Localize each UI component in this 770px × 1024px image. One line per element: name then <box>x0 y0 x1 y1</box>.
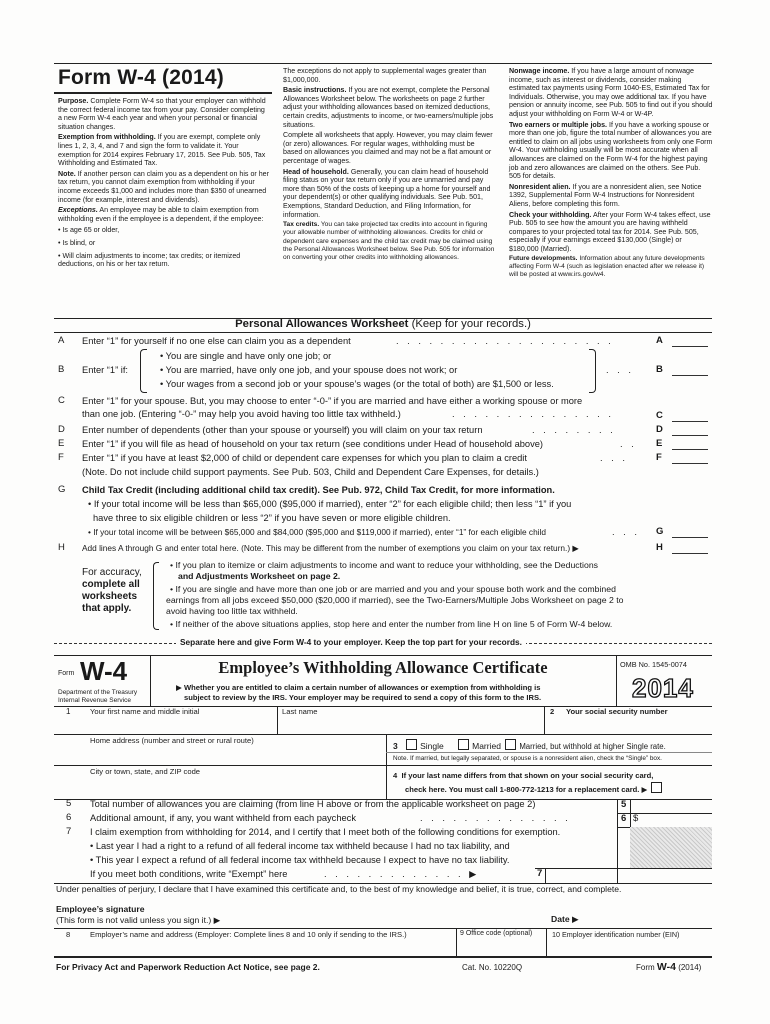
line-7-text: I claim exemption from withholding for 2014, and I certify that I meet both of the following conditions for exemption. <box>90 827 561 837</box>
date-label: Date ▶ <box>551 914 579 924</box>
hoh-lead: Head of household. <box>283 167 349 176</box>
office-code-label: 9 Office code (optional) <box>460 930 533 937</box>
single-checkbox[interactable] <box>406 739 417 750</box>
accuracy-bullet-3: • If neither of the above situations applies, stop here and enter the number from line H on line 5 of Form W-4 below. <box>170 619 613 629</box>
cert-row-6-top <box>54 928 712 929</box>
signature-label: Employee’s signature (This form is not valid unless you sign it.) ▶ <box>56 904 221 925</box>
exception-bullet-age: • Is age 65 or older, <box>58 226 120 235</box>
worksheet-title: Personal Allowances Worksheet (Keep for your records.) <box>235 318 531 330</box>
exceptions-lead: Exceptions. <box>58 206 98 215</box>
home-address-field[interactable] <box>90 747 382 761</box>
answer-line-b[interactable] <box>672 375 708 376</box>
line-1-number: 1 <box>66 707 71 716</box>
row-g-text-1: Child Tax Credit (including additional child tax credit). See Pub. 972, Child Tax Credit, for more information. <box>82 485 555 495</box>
nonresident-text: If you are a nonresident alien, see Notice 1392, Supplemental Form W-4 Instructions for Nonresident Aliens, before completing this form. <box>509 182 702 208</box>
answer-line-f[interactable] <box>672 463 708 464</box>
row-b-bullet-2: • You are married, have only one job, and your spouse does not work; or <box>160 365 458 375</box>
answer-letter-a: A <box>656 335 663 346</box>
ssn-field[interactable] <box>550 718 710 732</box>
row-f-text-2: (Note. Do not include child support payments. See Pub. 503, Child and Dependent Care Expenses, for details.) <box>82 467 539 477</box>
cert-row-3-top <box>54 765 712 766</box>
line-3-number: 3 <box>393 741 398 751</box>
row-g-text-2: • If your total income will be less than $65,000 ($95,000 if married), enter “2” for each eligible child; then less “1” if you <box>88 499 572 509</box>
instructions-column-2 <box>283 67 495 262</box>
cert-row-2-top <box>54 734 712 735</box>
future-text: Information about any future developments affecting Form W-4 (such as legislation enacted after we release it) will be posted at www.irs.gov/w4. <box>509 255 705 279</box>
row-d-text: Enter number of dependents (other than your spouse or yourself) you will claim on your tax return <box>82 425 483 435</box>
nonwage-text: If you have a large amount of nonwage income, such as interest or dividends, consider making estimated tax payments using Form 1040-ES, Estimated Tax for Individuals. Otherwise, you may owe additional tax. If you have pension or annuity income, see Pub. 505 to find out if you should adjust your withholding on Form W-4 or W-4P. <box>509 67 713 118</box>
check-withholding-lead: Check your withholding. <box>509 210 592 219</box>
line-3-note: Note. If married, but legally separated, or spouse is a nonresident alien, check the “Single” box. <box>393 755 662 762</box>
ein-label: 10 Employer identification number (EIN) <box>552 930 680 939</box>
note-lead: Note. <box>58 169 76 178</box>
answer-letter-d: D <box>656 424 663 435</box>
shaded-area <box>630 827 712 868</box>
catalog-number: Cat. No. 10220Q <box>462 963 523 972</box>
nonwage-lead: Nonwage income. <box>509 67 570 75</box>
separator-text: Separate here and give Form W-4 to your employer. Keep the top part for your records. <box>176 637 526 647</box>
instructions-column-1 <box>58 97 270 269</box>
row-letter-g: G <box>58 484 66 495</box>
row-letter-a: A <box>58 335 65 346</box>
line-7-exempt-text: If you meet both conditions, write “Exempt” here <box>90 869 288 879</box>
note-text: If another person can claim you as a dependent on his or her tax return, you cannot claim exemption from withholding if your income exceeds $1,000 and includes more than $350 of unearned income (for example, interest and dividends). <box>58 169 269 204</box>
row-letter-e: E <box>58 438 65 449</box>
last-name-label: Last name <box>282 707 318 716</box>
accuracy-bullet-2c: avoid having too little tax withheld. <box>166 606 298 616</box>
dollar-sign: $ <box>633 813 639 824</box>
married-higher-single-checkbox[interactable] <box>505 739 516 750</box>
ein-field[interactable] <box>552 942 710 954</box>
answer-line-g[interactable] <box>672 537 708 538</box>
row-h-text: Add lines A through G and enter total here. (Note. This may be different from the number of exemptions you claim on your tax return.) ▶ <box>82 543 579 553</box>
line-7-leader: . . . . . . . . . . . . . ▶ <box>324 869 480 879</box>
top-rule <box>54 63 712 64</box>
married-label: Married <box>472 741 501 751</box>
line-7-bullet-2: • This year I expect a refund of all federal income tax withheld because I expect to have no tax liability. <box>90 855 510 865</box>
home-address-label: Home address (number and street or rural route) <box>90 736 254 745</box>
row-b-right-brace <box>589 349 596 393</box>
answer-letter-g: G <box>656 526 664 537</box>
certificate-top-rule <box>54 655 712 656</box>
form-word: Form <box>58 670 75 677</box>
row-letter-f: F <box>58 452 64 463</box>
credits-text: You can take projected tax credits into account in figuring your allowable number of withholding allowances. Credits for child or dependent care expenses and the child tax credit may be claimed using the Personal Allowances Worksheet below. See Pub. 505 for information on converting your other credits into withholding allowances. <box>283 221 495 261</box>
exception-bullet-adjustments: • Will claim adjustments to income; tax credits; or itemized deductions, on his or her tax return. <box>58 251 241 269</box>
accuracy-label: For accuracy, complete all worksheets that apply. <box>82 567 142 614</box>
accuracy-brace <box>153 562 159 630</box>
row-b-leader: . . . <box>606 365 634 375</box>
additional-amount-field[interactable] <box>642 813 710 826</box>
supplemental-wages-text: The exceptions do not apply to supplemental wages greater than $1,000,000. <box>283 67 487 84</box>
row-d-leader: . . . . . . . . <box>532 425 616 435</box>
married-higher-single-label: Married, but withhold at higher Single rate. <box>519 742 666 751</box>
line-7-bullet-1: • Last year I had a right to a refund of all federal income tax withheld because I had no tax liability, and <box>90 841 510 851</box>
two-earners-text: If you have a working spouse or more than one job, figure the total number of allowances you are entitled to claim on all jobs using worksheets from only one Form W-4. Your withholding usually will be most accurate when all allowances are claimed on the Form W-4 for the highest paying job and zero allowances are claimed on the others. See Pub. 505 for details. <box>509 120 713 181</box>
married-checkbox[interactable] <box>458 739 469 750</box>
worksheet-title-rule <box>54 332 712 333</box>
department: Department of the Treasury Internal Revenue Service <box>58 689 138 704</box>
employer-name-label: Employer’s name and address (Employer: Complete lines 8 and 10 only if sending to the IRS.) <box>90 930 407 939</box>
answer-line-d[interactable] <box>672 435 708 436</box>
answer-letter-c: C <box>656 410 663 421</box>
accuracy-bullet-1a: • If you plan to itemize or claim adjustments to income and want to reduce your withholding, see the Deductions <box>170 560 598 570</box>
city-state-zip-label: City or town, state, and ZIP code <box>90 767 201 776</box>
exemption-lead: Exemption from withholding. <box>58 133 156 142</box>
check-withholding-text: After your Form W-4 takes effect, use Pub. 505 to see how the amount you are having withheld compares to your projected total tax for 2014. See Pub. 505, especially if your earnings exceed $130,000 (Single) or $180,000 (Married). <box>509 210 711 253</box>
row-c-text-1: Enter “1” for your spouse. But, you may choose to enter “-0-” if you are married and have either a working spouse or more <box>82 396 583 406</box>
row-f-leader: . . . <box>600 453 628 463</box>
answer-line-h[interactable] <box>672 553 708 554</box>
future-lead: Future developments. <box>509 255 578 263</box>
row-c-text-2: than one job. (Entering “-0-” may help you avoid having too little tax withheld.) <box>82 409 401 419</box>
box-5-label: 5 <box>621 799 627 810</box>
employer-name-field[interactable] <box>90 942 454 954</box>
tax-year: 2014 <box>632 673 694 703</box>
exemption-text: If you are exempt, complete only lines 1, 2, 3, 4, and 7 and sign the form to validate it. Your exemption for 2014 expires February 17, 2015. See Pub. 505, Tax Withholding and Estimated Tax. <box>58 133 266 168</box>
form-reference: Form W-4 (2014) <box>636 961 702 973</box>
row-g-text-3: have three to six eligible children or less “2” if you have seven or more eligible children. <box>93 513 451 523</box>
privacy-notice: For Privacy Act and Paperwork Reduction Act Notice, see page 2. <box>56 962 320 972</box>
row-c-leader: . . . . . . . . . . . . . . . <box>452 409 614 419</box>
signature-field[interactable] <box>260 908 540 928</box>
accuracy-bullet-1b: and Adjustments Worksheet on page 2. <box>178 571 341 581</box>
ssn-label: Your social security number <box>566 707 668 716</box>
filing-status-row <box>393 739 666 751</box>
title-underline <box>54 92 272 94</box>
row-b-intro: Enter “1” if: <box>82 365 128 375</box>
two-earners-lead: Two earners or multiple jobs. <box>509 120 608 129</box>
hoh-text: Generally, you can claim head of household filing status on your tax return only if you are unmarried and pay more than 50% of the costs of keeping up a home for yourself and your dependent(s) or other qualifying individuals. See Pub. 501, Exemptions, Standard Deduction, and Filing Information, for information. <box>283 167 491 219</box>
basic-text: If you are not exempt, complete the Personal Allowances Worksheet below. The worksheets on page 2 further adjust your withholding allowances based on itemized deductions, certain credits, adjustments to income, or two-earners/multiple jobs situations. <box>283 86 494 129</box>
city-state-zip-field[interactable] <box>90 778 382 796</box>
line-5-number: 5 <box>66 798 72 809</box>
single-label: Single <box>420 741 444 751</box>
accuracy-bullet-2a: • If you are single and have more than one job or are married and you and your spouse both work and the combined <box>170 584 616 594</box>
certificate-bottom-rule <box>54 956 712 958</box>
box-6-label: 6 <box>621 813 627 824</box>
line-3-divider <box>386 734 387 799</box>
form-name: W-4 <box>80 656 128 686</box>
perjury-statement: Under penalties of perjury, I declare that I have examined this certificate and, to the best of my knowledge and belief, it is true, correct, and complete. <box>56 884 622 894</box>
answer-letter-e: E <box>656 438 663 449</box>
line-1-divider <box>277 706 278 734</box>
first-name-label: Your first name and middle initial <box>90 707 200 716</box>
name-differs-checkbox[interactable] <box>651 782 662 793</box>
row-f-text-1: Enter “1” if you have at least $2,000 of child or dependent care expenses for which you plan to claim a credit <box>82 453 527 463</box>
row-e-leader: . . <box>620 439 637 449</box>
line-2-divider <box>544 706 545 734</box>
line-3-inner-rule <box>386 752 712 753</box>
line-2-number: 2 <box>550 707 555 716</box>
row-b-left-brace <box>140 349 147 393</box>
row-letter-b: B <box>58 364 65 375</box>
form-title: Form W-4 (2014) <box>58 66 224 89</box>
row-b-bullet-3: • Your wages from a second job or your spouse’s wages (or the total of both) are $1,500 or less. <box>160 379 554 389</box>
certificate-subtitle: ▶ Whether you are entitled to claim a certain number of allowances or exemption from withholding is subject to review by the IRS. Your employer may be required to send a copy of this form to the IRS. <box>176 683 542 702</box>
line-6-text: Additional amount, if any, you want withheld from each paycheck <box>90 813 356 823</box>
cert-divider-right <box>616 655 617 706</box>
line-7-number: 7 <box>66 826 72 837</box>
row-b-bullet-1: • You are single and have only one job; or <box>160 351 332 361</box>
exempt-field[interactable] <box>548 869 614 882</box>
worksheets-text: Complete all worksheets that apply. However, you may claim fewer (or zero) allowances. For regular wages, withholding must be based on allowances you claimed and may not be a flat amount or percentage of wages. <box>283 131 493 165</box>
omb-number: OMB No. 1545-0074 <box>620 660 687 669</box>
line-10-divider <box>546 928 547 956</box>
box-5-divider <box>630 799 631 813</box>
row-g-text-4: • If your total income will be between $65,000 and $84,000 ($95,000 and $119,000 if married), enter “1” for each eligible child <box>88 527 546 537</box>
line-9-divider <box>456 928 457 956</box>
row-letter-h: H <box>58 542 65 553</box>
answer-letter-f: F <box>656 452 662 463</box>
row-letter-c: C <box>58 395 65 406</box>
answer-letter-b: B <box>656 364 663 375</box>
line-6-leader: . . . . . . . . . . . . . . <box>420 813 571 823</box>
purpose-text: Complete Form W-4 so that your employer can withhold the correct federal income tax from your pay. Consider completing a new Form W-4 each year and when your personal or financial situation changes. <box>58 97 266 131</box>
purpose-lead: Purpose. <box>58 97 89 105</box>
first-name-field[interactable] <box>90 718 276 732</box>
answer-line-c[interactable] <box>672 421 708 422</box>
row-g-leader: . . . <box>612 527 640 537</box>
row-letter-d: D <box>58 424 65 435</box>
date-field[interactable] <box>596 910 710 928</box>
row-a-text: Enter “1” for yourself if no one else can claim you as a dependent <box>82 336 351 346</box>
line-5-text: Total number of allowances you are claiming (from line H above or from the applicable worksheet on page 2) <box>90 799 536 809</box>
certificate-title: Employee’s Withholding Allowance Certificate <box>218 658 548 677</box>
allowances-field[interactable] <box>632 799 710 812</box>
answer-column-divider <box>617 799 618 883</box>
accuracy-bullet-2b: earnings from all jobs exceed $50,000 ($20,000 if married), see the Two-Earners/Multiple Jobs Worksheet on page 2 to <box>166 595 624 605</box>
line-8-number: 8 <box>66 930 71 939</box>
answer-letter-h: H <box>656 542 663 553</box>
line-4-text: 4 If your last name differs from that shown on your social security card, check here. You must call 1-800-772-1213 for a replacement card. ▶ <box>393 770 665 796</box>
instructions-column-3 <box>509 67 713 279</box>
answer-line-e[interactable] <box>672 449 708 450</box>
line-6-number: 6 <box>66 812 72 823</box>
exceptions-text: An employee may be able to claim exemption from withholding even if the employee is a dependent, if the employee: <box>58 206 264 223</box>
basic-lead: Basic instructions. <box>283 86 347 95</box>
box-7-divider <box>545 868 546 883</box>
line-4-number: 4 <box>393 771 398 780</box>
row-e-text: Enter “1” if you will file as head of household on your tax return (see conditions under Head of household above) <box>82 439 543 449</box>
office-code-field[interactable] <box>460 942 542 954</box>
answer-line-a[interactable] <box>672 346 708 347</box>
nonresident-lead: Nonresident alien. <box>509 182 571 191</box>
box-7-label: 7 <box>537 868 543 879</box>
credits-lead: Tax credits. <box>283 221 320 229</box>
row-a-leader: . . . . . . . . . . . . . . . . . . . . <box>396 336 614 346</box>
last-name-field[interactable] <box>282 718 542 732</box>
exception-bullet-blind: • Is blind, or <box>58 238 96 247</box>
box-6-divider <box>630 813 631 827</box>
